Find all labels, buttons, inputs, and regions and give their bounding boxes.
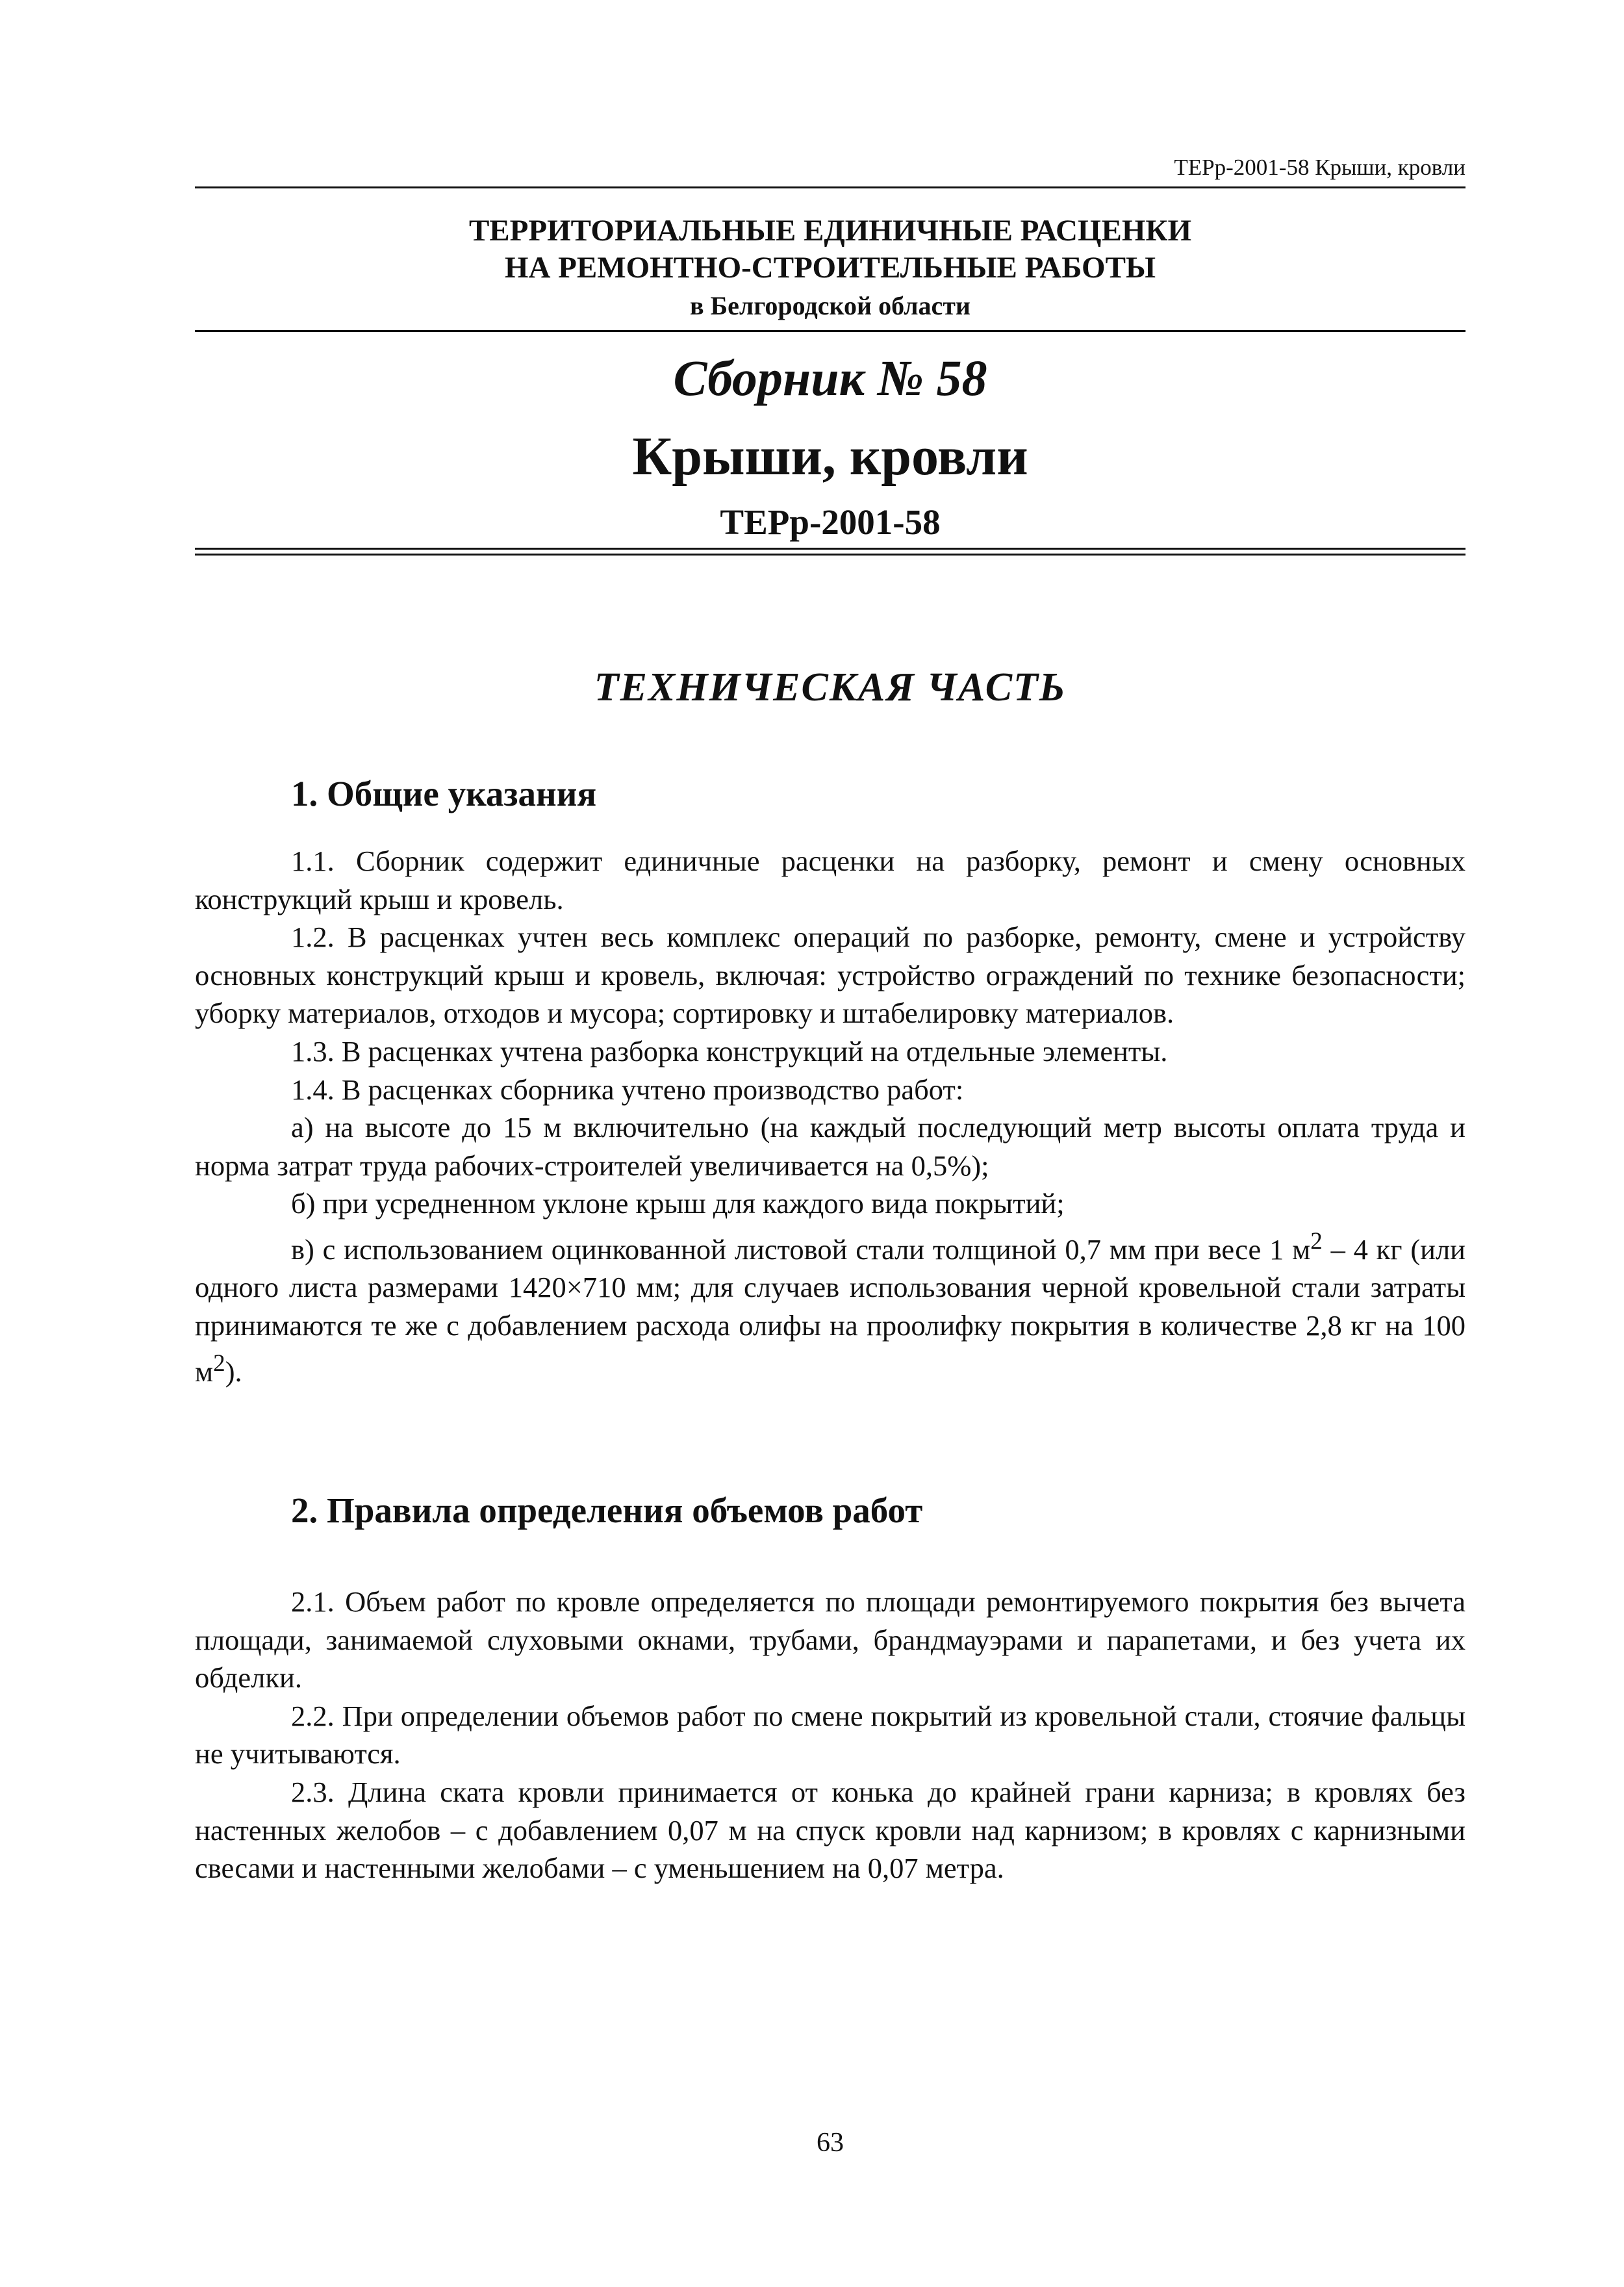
collection-number: Сборник № 58 [673, 350, 987, 406]
superscript-square-2: 2 [213, 1349, 225, 1377]
org-rule [195, 330, 1465, 332]
paragraph-1-4-v-part-2: – 4 кг (или одного листа размерами 1420×710 мм; для случаев использования черной кровельной стали затраты принимаются те же с добавлением расхода олифы на проолифку покрытия в количестве 2,8 кг на 100 м [195, 1233, 1465, 1388]
technical-part-heading: ТЕХНИЧЕСКАЯ ЧАСТЬ [594, 665, 1067, 709]
section-2-heading: 2. Правила определения объемов работ [291, 1490, 923, 1530]
paragraph-1-4-v-part-3: ). [225, 1355, 242, 1388]
title-double-rule-bottom [195, 554, 1465, 556]
paragraph-1-4-v [195, 1223, 1465, 1390]
paragraph-1-3: 1.3. В расценках учтена разборка конструкций на отдельные элементы. [291, 1034, 1168, 1067]
paragraph-1-4-a: а) на высоте до 15 м включительно (на каждый последующий метр высоты оплата труда и норма затрат труда рабочих-строителей увеличивается на 0,5%); [195, 1111, 1465, 1182]
paragraph-2-2: 2.2. При определении объемов работ по смене покрытий из кровельной стали, стоячие фальцы не учитываются. [195, 1699, 1465, 1770]
org-title-line-1: ТЕРРИТОРИАЛЬНЫЕ ЕДИНИЧНЫЕ РАСЦЕНКИ [468, 214, 1192, 248]
paragraph-2-1: 2.1. Объем работ по кровле определяется по площади ремонтируемого покрытия без вычета площади, занимаемой слуховыми окнами, трубами, брандмауэрами и парапетами, и без учета их обделки. [195, 1585, 1465, 1694]
paragraph-1-4: 1.4. В расценках сборника учтено производство работ: [291, 1073, 964, 1106]
section-1-body [195, 842, 1465, 1390]
paragraph-1-2: 1.2. В расценках учтен весь комплекс операций по разборке, ремонту, смене и устройству основных конструкций крыш и кровель, включая: устройство ограждений по технике безопасности; уборку материалов, отходов и мусора; сортировку и штабелировку материалов. [195, 921, 1465, 1030]
paragraph-2-3: 2.3. Длина ската кровли принимается от конька до крайней грани карниза; в кровлях без настенных желобов – с добавлением 0,07 м на спуск кровли над карнизом; в кровлях с карнизными свесами и настенными желобами – с уменьшением на 0,07 метра. [195, 1775, 1465, 1885]
collection-title: Крыши, кровли [632, 426, 1028, 487]
title-double-rule-top [195, 548, 1465, 550]
section-1-heading: 1. Общие указания [291, 774, 597, 813]
superscript-square-1: 2 [1310, 1227, 1323, 1255]
org-title-line-2: НА РЕМОНТНО-СТРОИТЕЛЬНЫЕ РАБОТЫ [504, 251, 1156, 285]
collection-code: ТЕРр-2001-58 [720, 502, 941, 542]
paragraph-1-1: 1.1. Сборник содержит единичные расценки на разборку, ремонт и смену основных конструкций крыш и кровель. [195, 845, 1465, 915]
org-region: в Белгородской области [690, 291, 971, 320]
section-2-body [195, 1583, 1465, 1887]
running-header: ТЕРр-2001-58 Крыши, кровли [1174, 155, 1465, 180]
paragraph-1-4-v-part-1: в) с использованием оцинкованной листовой стали толщиной 0,7 мм при весе 1 м [291, 1233, 1311, 1266]
header-rule [195, 186, 1465, 188]
paragraph-1-4-b: б) при усредненном уклоне крыш для каждого вида покрытий; [291, 1187, 1065, 1220]
page-number: 63 [817, 2128, 844, 2158]
